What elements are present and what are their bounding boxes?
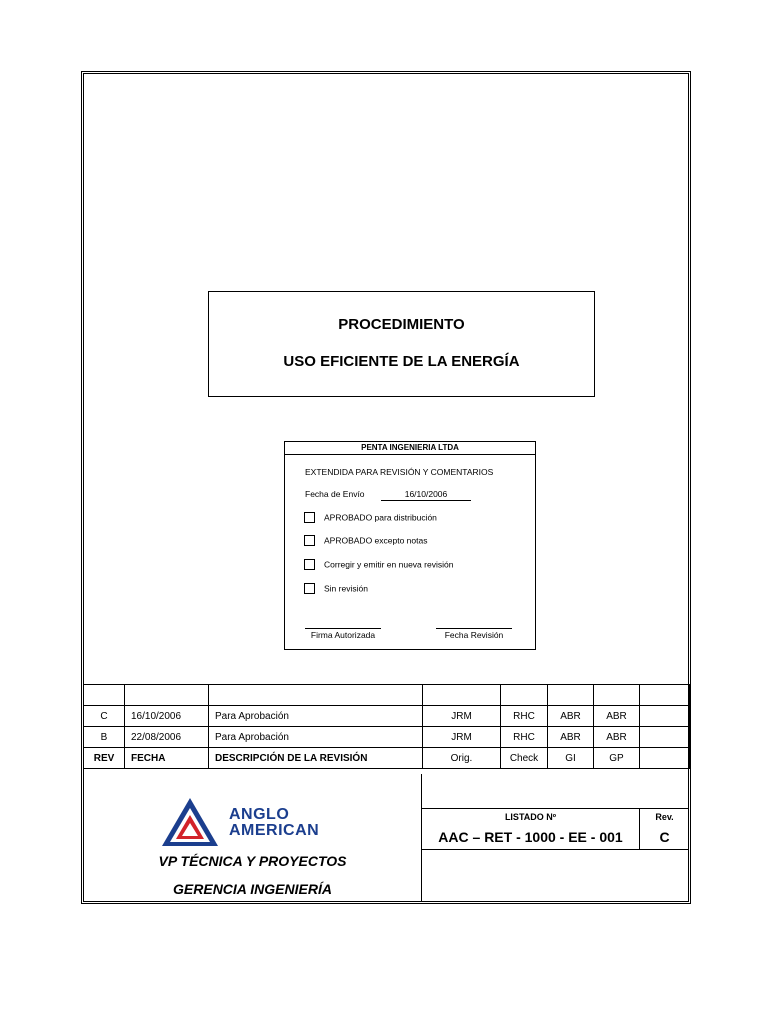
header-check: Check (501, 748, 548, 769)
cell-rev: C (84, 706, 125, 727)
table-row (84, 685, 690, 706)
title-box (208, 291, 595, 397)
cell (501, 685, 548, 706)
cell (125, 685, 209, 706)
revision-value: C (659, 829, 670, 845)
revision-date-label: Fecha Revisión (436, 628, 512, 640)
cell-gi: ABR (548, 727, 594, 748)
header-description: DESCRIPCIÓN DE LA REVISIÓN (209, 748, 423, 769)
table-row (84, 706, 690, 727)
cell (640, 685, 690, 706)
cell (640, 748, 690, 769)
header-gi: GI (548, 748, 594, 769)
checkbox[interactable] (304, 535, 315, 546)
vp-title: VP TÉCNICA Y PROYECTOS (158, 853, 347, 869)
cell-gp: ABR (594, 727, 640, 748)
signature-label: Firma Autorizada (305, 628, 381, 640)
document-type: PROCEDIMIENTO (338, 316, 465, 333)
cell-date: 22/08/2006 (125, 727, 209, 748)
cell-gi: ABR (548, 706, 594, 727)
gerencia-title: GERENCIA INGENIERÍA (173, 881, 332, 897)
review-stamp (284, 441, 536, 650)
option-label: Sin revisión (324, 583, 368, 594)
revision-table (83, 684, 690, 769)
cell-rev: B (84, 727, 125, 748)
header-gp: GP (594, 748, 640, 769)
checkbox[interactable] (304, 512, 315, 523)
cell-orig: JRM (423, 727, 501, 748)
stamp-company: PENTA INGENIERIA LTDA (285, 442, 535, 455)
table-header-row (84, 748, 690, 769)
header-rev: REV (84, 748, 125, 769)
cell-date: 16/10/2006 (125, 706, 209, 727)
table-row (84, 727, 690, 748)
cell (209, 685, 423, 706)
listado-box (422, 808, 640, 850)
stamp-status: EXTENDIDA PARA REVISIÓN Y COMENTARIOS (305, 467, 494, 477)
option-correct-reissue[interactable] (304, 558, 453, 572)
checkbox[interactable] (304, 583, 315, 594)
listado-code: AAC – RET - 1000 - EE - 001 (438, 829, 623, 845)
document-title: USO EFICIENTE DE LA ENERGÍA (283, 353, 520, 370)
cell (594, 685, 640, 706)
cell (548, 685, 594, 706)
header-orig: Orig. (423, 748, 501, 769)
checkbox[interactable] (304, 559, 315, 570)
option-no-revision[interactable] (304, 582, 368, 596)
cell (423, 685, 501, 706)
anglo-american-logo-icon (160, 796, 220, 848)
cell-check: RHC (501, 727, 548, 748)
cell (640, 706, 690, 727)
cell-gp: ABR (594, 706, 640, 727)
option-label: APROBADO para distribución (324, 512, 437, 523)
listado-label: LISTADO Nº (504, 812, 557, 822)
cell (84, 685, 125, 706)
cell-check: RHC (501, 706, 548, 727)
cell (640, 727, 690, 748)
revision-label: Rev. (655, 812, 674, 822)
cell-orig: JRM (423, 706, 501, 727)
option-approved-except-notes[interactable] (304, 534, 427, 548)
stamp-date-value: 16/10/2006 (381, 489, 471, 501)
option-approved-distribution[interactable] (304, 511, 437, 525)
option-label: Corregir y emitir en nueva revisión (324, 559, 454, 570)
stamp-date-label: Fecha de Envío (305, 489, 365, 499)
brand-line-2: AMERICAN (229, 822, 320, 839)
header-date: FECHA (125, 748, 209, 769)
revision-box (640, 808, 689, 850)
brand-line-1: ANGLO (229, 806, 290, 823)
cell-description: Para Aprobación (209, 727, 423, 748)
cell-description: Para Aprobación (209, 706, 423, 727)
option-label: APROBADO excepto notas (324, 535, 428, 546)
